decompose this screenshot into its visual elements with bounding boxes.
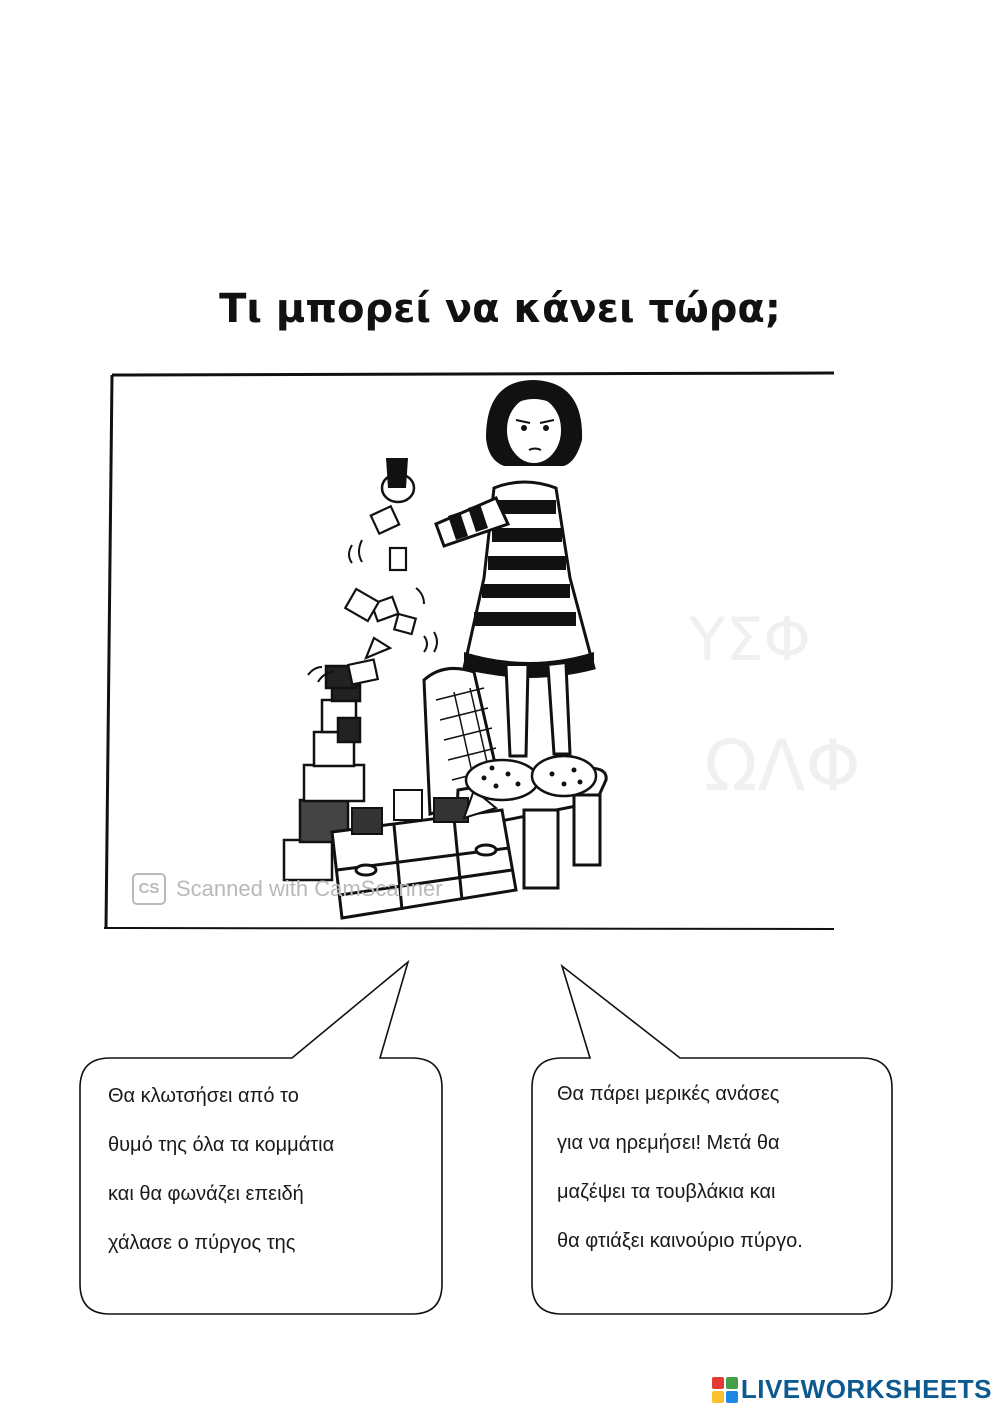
left-bubble-text bbox=[108, 1072, 334, 1268]
left-bubble-line: και θα φωνάζει επειδή bbox=[108, 1183, 304, 1205]
watermark-text: Scanned with CamScanner bbox=[176, 876, 443, 901]
right-bubble-line: Θα πάρει μερικές ανάσες bbox=[557, 1083, 780, 1105]
left-bubble-line: Θα κλωτσήσει από το bbox=[108, 1085, 299, 1107]
right-bubble-line: μαζέψει τα τουβλάκια και bbox=[557, 1181, 776, 1203]
right-bubble-text bbox=[557, 1070, 803, 1266]
camscanner-logo: CS bbox=[132, 873, 166, 905]
left-bubble-line: χάλασε ο πύργος της bbox=[108, 1232, 296, 1254]
svg-text:ΩΛΦ: ΩΛΦ bbox=[704, 725, 861, 807]
svg-text:ΥΣΦ: ΥΣΦ bbox=[689, 605, 811, 675]
left-bubble-line: θυμό της όλα τα κομμάτια bbox=[108, 1134, 335, 1156]
right-bubble-line: θα φτιάξει καινούριο πύργο. bbox=[557, 1230, 803, 1252]
right-bubble-line: για να ηρεμήσει! Μετά θα bbox=[557, 1132, 780, 1154]
page-title: Τι μπορεί να κάνει τώρα; bbox=[219, 286, 781, 332]
liveworksheets-logo-icon bbox=[712, 1377, 738, 1403]
liveworksheets-text: LIVEWORKSHEETS bbox=[740, 1374, 992, 1404]
liveworksheets-brand bbox=[712, 1374, 992, 1405]
